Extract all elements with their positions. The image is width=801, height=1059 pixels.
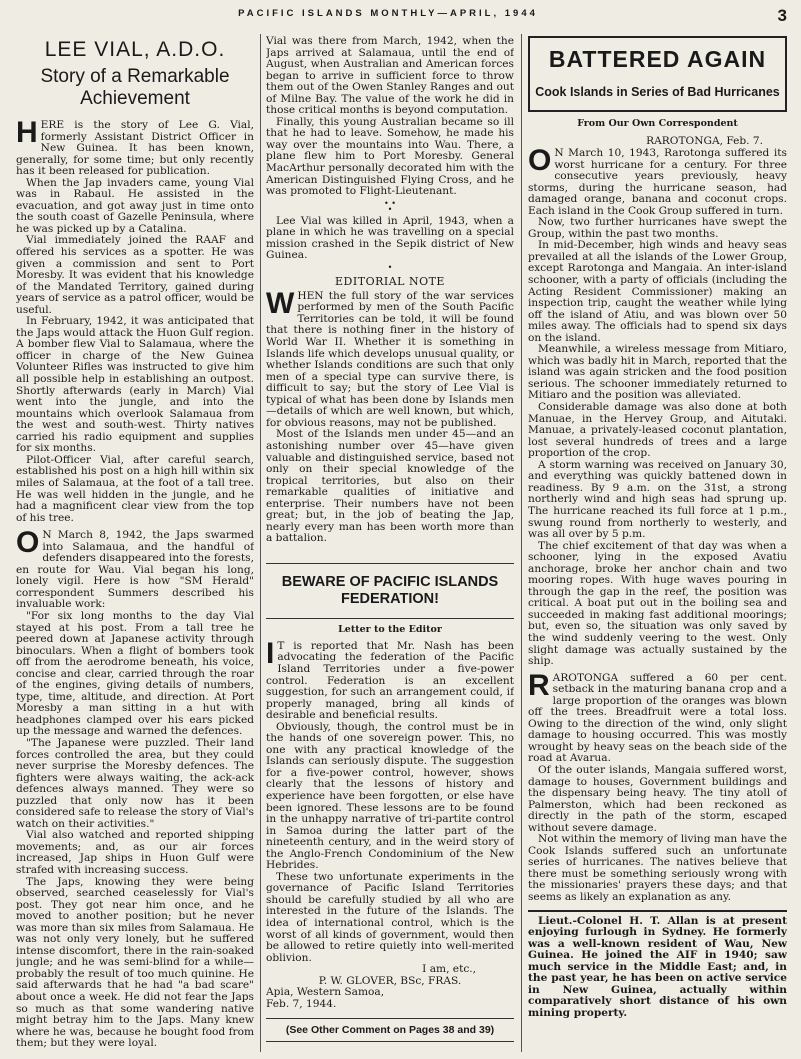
- article-paragraph: Vial also watched and reported shipping movements; and, as our air forces increased, Jap ships in Huon Gulf were strafed with increasing success.: [16, 829, 254, 876]
- letter-heading-box: [266, 563, 514, 619]
- separator: •: [387, 262, 393, 272]
- editorial-paragraph: WHEN the full story of the war services performed by men of the South Pacific Territories can be told, it will be found that there is nothing finer in the history of World War II. Whether it is something in Islands life which develops unusual quality, or whether Islands conditions are such that only men of a special type can survive there, is difficult to say; but the story of Lee Vial is typical of what has been done by Islands men—details of which are well known, but which, for obvious reasons, may not be published.: [266, 286, 514, 429]
- cross-reference-note: (See Other Comment on Pages 38 and 39): [266, 1018, 514, 1042]
- article-title: BATTERED AGAIN: [548, 46, 767, 72]
- article-paragraph: Vial was there from March, 1942, when the Japs arrived at Salamaua, until the end of August, when Australian and American forces began to arrive in sufficient force to throw them out of the Owen Stanley Ranges and out of Milne Bay. The value of the work he did in those critical months is beyond computation.: [266, 36, 514, 117]
- article-paragraph: O N March 8, 1942, the Japs swarmed into Salamaua, and the handful of defenders disappeared into the forests, en route for Wau. Vial began his long, lonely vigil. Here is how "SM Herald" correspondent Summers described his invaluable work:: [16, 526, 254, 611]
- drop-cap: I: [266, 636, 275, 670]
- note-lead: Lieut.-Colonel H. T. Allan: [538, 914, 699, 927]
- drop-cap: H: [16, 116, 38, 149]
- article-heading-box: [528, 36, 787, 112]
- article-paragraph: Pilot-Officer Vial, after careful search, established his post on a high hill within six miles of Salamaua, at the foot of a tall tree. He was well hidden in the jungle, and he had a magnificent clear view from the top of his tree.: [16, 453, 254, 524]
- drop-cap: R: [528, 668, 550, 702]
- article-paragraph: The Japs, knowing they were being observed, searched ceaselessly for Vial's post. They got near him once, and he moved to another position; but he never was more than six miles from Salamaua. He was not only very lonely, but he suffered intense discomfort, there in the rain-soaked jungle; and he was semi-blind for a while—probably the result of too much quinine. He said afterwards that he had "a bad scare" about once a week. He did not fear the Japs so much as that some wandering native might betray him to the Japs. Many knew where he was, because he bought food from them; but they were loyal.: [16, 875, 254, 1050]
- page-number: 3: [777, 6, 787, 25]
- column-rule: [260, 34, 261, 1052]
- editorial-paragraph: Most of the Islands men under 45—and an astonishing number over 45—have given valuable and distinguished service, based not only on their special knowledge of the tropical territories, but also on their remarkable qualities of initiative and enterprise. Their numbers have not been great; but, in the job of beating the Jap, nearly every man has been worth more than a battalion.: [266, 428, 514, 545]
- separator: • • •: [384, 198, 396, 214]
- article-paragraph: "The Japanese were puzzled. Their land forces controlled the area, but they could never surprise the Moresby defences. The fighters were always waiting, the ack-ack defences always manned. They were so puzzled that only now has it been considered safe to release the story of Vial's watch on their activities.": [16, 736, 254, 830]
- letter-label: Letter to the Editor: [338, 623, 442, 635]
- byline: From Our Own Correspondent: [577, 118, 738, 129]
- article-title: LEE VIAL, A.D.O.: [44, 38, 226, 61]
- letter-paragraph: These two unfortunate experiments in the governance of Pacific Island Territories should be carefully studied by all who are interested in the future of the Islands. The idea of international control, which is the worst of all kinds of government, would then be allowed to retire quietly into well-merited oblivion.: [266, 870, 514, 964]
- article-paragraph: In February, 1942, it was anticipated that the Japs would attack the Huon Gulf region. A bomber flew Vial to Salamaua, where the officer in charge of the New Guinea Volunteer Rifles was instructed to give him all possible help in establishing an outpost. Shortly afterwards (early in March) Vial went into the jungle, and into the mountains which overlook Salamaua from the west and south-west. Thirty natives carried his radio equipment and supplies for six months.: [16, 315, 254, 455]
- letter-closing: I am, etc.,: [422, 963, 476, 976]
- article-paragraph: A storm warning was received on January 30, and everything was quickly battened down in readiness. By 9 a.m. on the 31st, a strong northerly wind and high seas had sprung up. The hurricane reached its full force at 1 p.m., swung round from northerly to westerly, and was all over by 5 p.m.: [528, 458, 787, 541]
- column-1: [16, 36, 254, 1058]
- article-paragraph: HERE is the story of Lee G. Vial, formerly Assistant District Officer in New Guinea. It has been known, generally, for some time; but only recently has it been released for publication.: [16, 116, 254, 178]
- letter-signature: P. W. GLOVER, BSc, FRAS.: [318, 974, 462, 987]
- article-subtitle: Story of a Remarkable Achievement: [40, 66, 230, 109]
- drop-cap: W: [266, 286, 295, 320]
- article-paragraph: RAROTONGA suffered a 60 per cent. setback in the maturing banana crop and a large proportion of the oranges was blown off the trees. Breadfruit were a total loss. Owing to the direction of the wind, only slight damage to housing occurred. This was mostly wrought by heavy seas on the beach side of the road at Avarua.: [528, 668, 787, 765]
- letter-paragraph: I T is reported that Mr. Nash has been advocating the federation of the Pacific Island Territories under a five-power control. Federation is an excellent suggestion, for such an arrangement could, if properly managed, bring all kinds of desirable and beneficial results.: [266, 636, 514, 722]
- separator-rule: [528, 910, 787, 912]
- article-paragraph: Now, two further hurricanes have swept the Group, within the past two months.: [528, 216, 787, 240]
- article-subtitle: Cook Islands in Series of Bad Hurricanes: [535, 85, 780, 99]
- column-2: [266, 36, 514, 1058]
- article-paragraph: Considerable damage was also done at both Manuae, in the Hervey Group, and Aitutaki. Manuae, a privately-leased coconut plantation, lost several hundreds of trees and a large proportion of the crop.: [528, 401, 787, 460]
- running-head: PACIFIC ISLANDS MONTHLY—APRIL, 1944: [238, 8, 538, 19]
- article-paragraph: The chief excitement of that day was when a schooner, lying in the exposed Avatiu anchorage, broke her anchor chain and two mooring ropes. With huge waves pouring in through the gap in the reef, the position was critical. A boat put out in the boiling sea and succeeded in making fast additional moorings; but, even so, the situation was only saved by the wind suddenly veering to the west. Only slight damage was actually sustained by the ship.: [528, 539, 787, 668]
- article-paragraph: "For six long months to the day Vial stayed at his post. From a tall tree he peered down at Japanese activity through binoculars. When a flight of bombers took off from the aerodrome beneath, his voice, concise and clear, carried through the roar of the engines, giving details of numbers, type, time, altitude, and direction. At Port Moresby a man sitting in a hut with headphones clamped over his ears picked up the message and warned the defences.: [16, 609, 254, 738]
- column-rule: [521, 34, 522, 1052]
- drop-cap: O: [16, 526, 40, 560]
- article-paragraph: Vial immediately joined the RAAF and offered his services as a spotter. He was given a commission and sent to Port Moresby. It was evident that his knowledge of the Mandated Territory, gained during years of service as a patrol officer, would be useful.: [16, 234, 254, 316]
- note-text: is at present enjoying furlough in Sydney. He formerly was a well-known resident of Wau, New Guinea. He joined the AIF in 1940; saw much service in the Middle East; and, in the past year, he has been on active service in New Guinea, actually within comparatively short distance of his own mining property.: [528, 914, 787, 1019]
- letter-paragraph: Obviously, though, the control must be in the hands of one sovereign power. This, no one with any practical knowledge of the Islands can seriously dispute. The suggestion for a five-power control, however, shows clearly that the lessons of history and experience have been forgotten, or else have been ignored. These lessons are to be found in the unhappy narrative of tri-partite control in Samoa during the latter part of the nineteenth century, and in the weird story of the Anglo-French Condominium of the New Hebrides.: [266, 720, 514, 872]
- article-paragraph: Lee Vial was killed in April, 1943, when a plane in which he was travelling on a special mission crashed in the Sepik district of New Guinea.: [266, 214, 514, 262]
- article-paragraph: Finally, this young Australian became so ill that he had to leave. Somehow, he made his way over the mountains into Wau. There, a plane flew him to Port Moresby. General MacArthur personally decorated him with the American Distinguished Flying Cross, and he was promoted to Flight-Lieutenant.: [266, 115, 514, 198]
- letter-date: Feb. 7, 1944.: [266, 997, 337, 1010]
- dateline: RAROTONGA, Feb. 7.: [646, 135, 763, 147]
- article-paragraph: In mid-December, high winds and heavy seas prevailed at all the islands of the Lower Group, except Rarotonga and Mangaia. An inter-island schooner, with a party of officials (including the Acting Resident Commissioner) making an inspection trip, caught the weather while lying off the island of Atiu, and was blown over 50 miles away. The officials had to spend six days on the island.: [528, 239, 787, 344]
- article-paragraph: Of the outer islands, Mangaia suffered worst, damage to houses, Government buildings and the dispensary being heavy. The tiny atoll of Palmerston, which had been reckoned as directly in the path of the storm, escaped without severe damage.: [528, 763, 787, 834]
- column-3: [528, 36, 787, 1058]
- letter-title: BEWARE OF PACIFIC ISLANDS FEDERATION!: [281, 573, 499, 607]
- news-note: [528, 916, 787, 1020]
- article-paragraph: O N March 10, 1943, Rarotonga suffered its worst hurricane for a century. For three consecutive years previously, heavy storms, during the hurricane season, had damaged orange, banana and coconut crops. Each island in the Cook Group suffered in turn.: [528, 144, 787, 217]
- editorial-heading: EDITORIAL NOTE: [335, 274, 445, 288]
- article-paragraph: When the Jap invaders came, young Vial was in Rabaul. He assisted in the evacuation, and got away just in time onto the south coast of Gazelle Peninsula, where he was picked up by a Catalina.: [16, 176, 254, 235]
- article-paragraph: Not within the memory of living man have the Cook Islands suffered such an unfortunate series of hurricanes. The natives believe that there must be something seriously wrong with the missionaries' prayers these days; and that seems as likely an explanation as any.: [528, 833, 787, 903]
- drop-cap: O: [528, 144, 552, 177]
- article-paragraph: Meanwhile, a wireless message from Mitiaro, which was badly hit in March, reported that the island was again stricken and the food position serious. The schooner immediately returned to Mitiaro and the position was alleviated.: [528, 343, 787, 402]
- letter-place: Apia, Western Samoa,: [266, 986, 385, 999]
